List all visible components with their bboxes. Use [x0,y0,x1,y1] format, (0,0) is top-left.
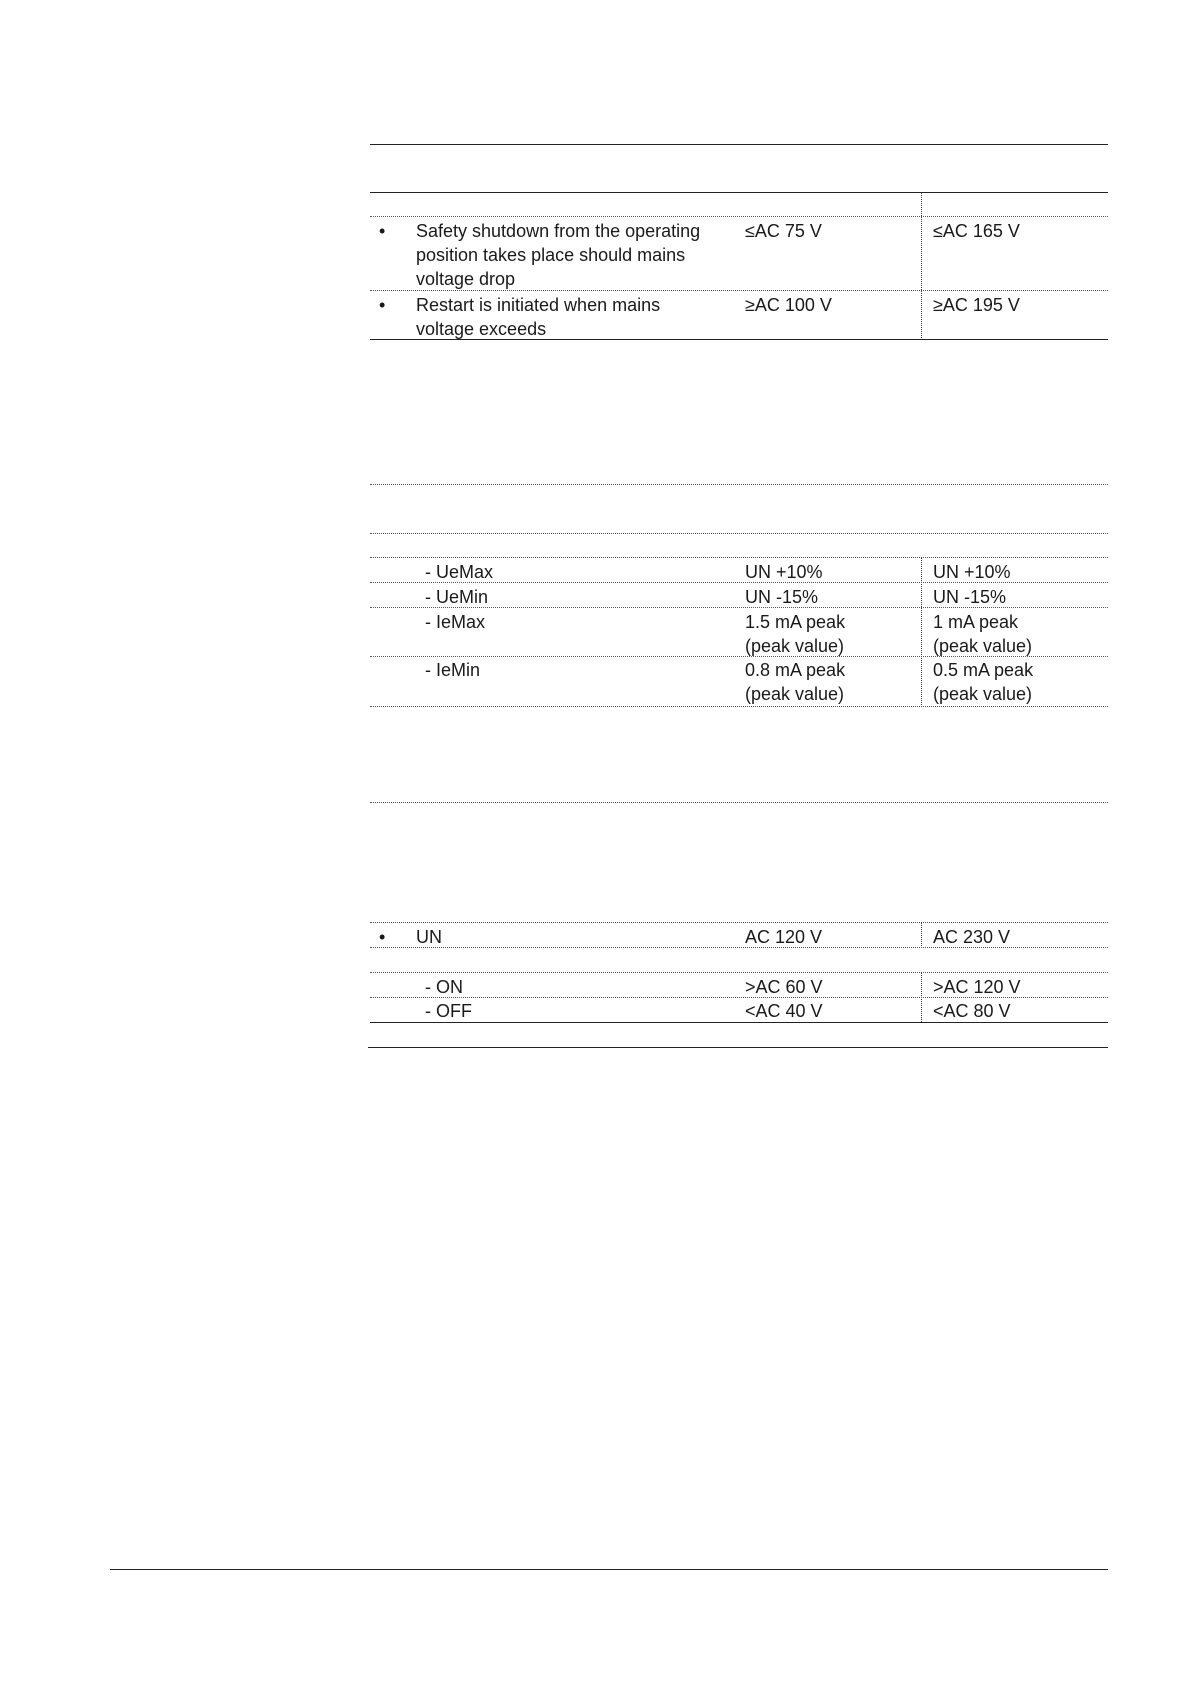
section2-row-divider [370,582,1108,583]
safety-shutdown-label-line3: voltage drop [416,269,516,289]
section3-column-divider-un [921,922,922,946]
iemin-label: - IeMin [425,660,481,680]
section3-header-rule [370,922,1108,923]
restart-label-line1: Restart is initiated when mains [416,295,661,315]
un-label: UN [416,927,442,947]
restart-value-120v: ≥AC 100 V [745,295,832,315]
section3-bottom-rule [368,1047,1108,1048]
restart-label-line2: voltage exceeds [416,319,547,339]
uemax-label: - UeMax [425,562,494,582]
on-value-230v: >AC 120 V [933,977,1021,997]
bullet-icon: • [379,221,386,241]
restart-value-230v: ≥AC 195 V [933,295,1020,315]
iemax-label: - IeMax [425,612,486,632]
bullet-icon: • [379,295,386,315]
section3-table-bottom-rule [370,1022,1108,1023]
iemax-value-230v-line1: 1 mA peak [933,612,1019,632]
safety-shutdown-label-line1: Safety shutdown from the operating [416,221,701,241]
section1-header-rule [370,192,1108,193]
iemax-value-230v-line2: (peak value) [933,636,1033,656]
footer-rule [110,1569,1108,1570]
section1-header-bottom-rule [370,216,1108,217]
section3-row-divider [370,997,1108,998]
section1-bottom-rule [370,339,1108,340]
section3-row-divider [370,972,1108,973]
section2-rule-2 [370,533,1108,534]
uemin-value-120v: UN -15% [745,587,819,607]
safety-shutdown-label-line2: position takes place should mains [416,245,686,265]
uemin-label: - UeMin [425,587,489,607]
section3-row-divider [370,947,1108,948]
uemax-value-120v: UN +10% [745,562,823,582]
section2-rule-1 [370,484,1108,485]
safety-shutdown-value-230v: ≤AC 165 V [933,221,1020,241]
on-value-120v: >AC 60 V [745,977,823,997]
iemin-value-230v-line1: 0.5 mA peak [933,660,1034,680]
uemin-value-230v: UN -15% [933,587,1007,607]
section2-row-divider [370,656,1108,657]
section2-row-divider [370,607,1108,608]
safety-shutdown-value-120v: ≤AC 75 V [745,221,822,241]
off-label: - OFF [425,1001,472,1021]
iemax-value-120v-line2: (peak value) [745,636,845,656]
section1-column-divider [921,192,922,338]
section2-bottom-rule [370,706,1108,707]
uemax-value-230v: UN +10% [933,562,1011,582]
section2-header-rule [370,557,1108,558]
off-value-120v: <AC 40 V [745,1001,823,1021]
iemin-value-230v-line2: (peak value) [933,684,1033,704]
iemin-value-120v-line2: (peak value) [745,684,845,704]
un-value-230v: AC 230 V [933,927,1011,947]
iemax-value-120v-line1: 1.5 mA peak [745,612,846,632]
off-value-230v: <AC 80 V [933,1001,1011,1021]
section1-row-divider [370,290,1108,291]
iemin-value-120v-line1: 0.8 mA peak [745,660,846,680]
un-value-120v: AC 120 V [745,927,823,947]
bullet-icon: • [379,927,386,947]
on-label: - ON [425,977,463,997]
section1-top-rule [370,144,1108,145]
section3-rule-1 [370,802,1108,803]
section2-column-divider [921,557,922,705]
